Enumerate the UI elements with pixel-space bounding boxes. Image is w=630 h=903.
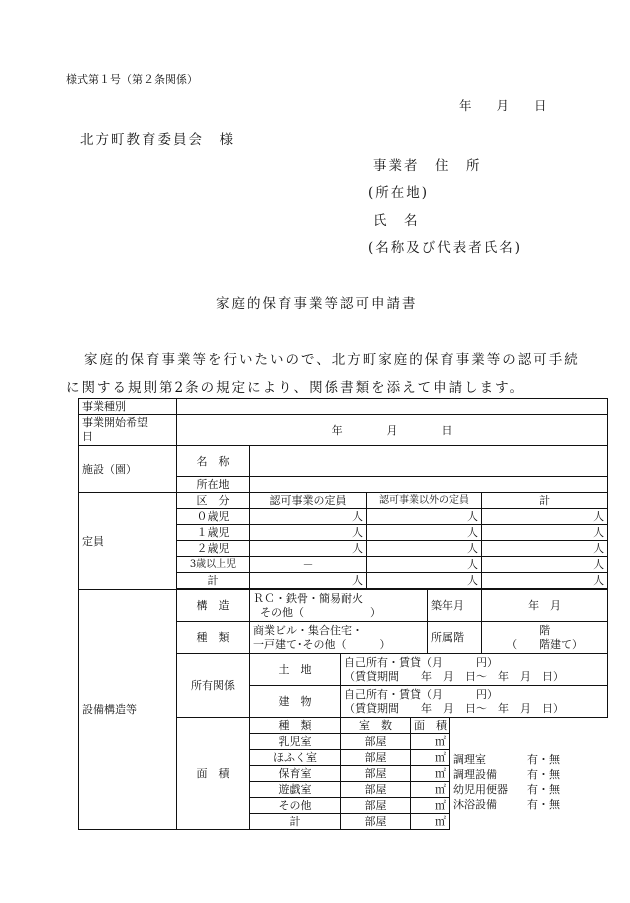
body-line-1: 家庭的保育事業等を行いたいので、北方町家庭的保育事業等の認可手続 — [84, 352, 580, 368]
applicant-representative: (名称及び代表者氏名) — [368, 240, 523, 256]
business-type-value[interactable] — [177, 399, 608, 415]
form-number: 様式第１号（第２条関係） — [66, 73, 198, 86]
applicant-address: 事業者 住 所 — [373, 158, 482, 174]
area-header: 室 数 — [341, 718, 411, 734]
applicant-name: 氏 名 — [373, 213, 420, 229]
table-row — [79, 493, 608, 509]
capacity-header: 認可事業以外の定員 — [367, 493, 482, 509]
capacity-row: ０歳児 人 人 人 — [79, 509, 608, 525]
structure-value[interactable]: ＲＣ・鉄骨・簡易耐火 その他（ ） — [250, 590, 428, 622]
addressee: 北方町教育委員会 様 — [80, 132, 235, 148]
name-value[interactable] — [250, 446, 608, 477]
business-type-label: 事業種別 — [79, 399, 177, 415]
capacity-row: 3歳以上児 － 人 人 — [79, 557, 608, 573]
room-row: その他 部屋 ㎡ — [79, 798, 608, 814]
date-line: 年 月 日 — [459, 98, 547, 113]
capacity-header: 計 — [482, 493, 608, 509]
facility-label: 施設（園） — [79, 446, 177, 493]
room-row: 遊戯室 部屋 ㎡ — [79, 782, 608, 798]
floor-value[interactable]: 階 （ 階建て） — [482, 622, 608, 654]
floor-label: 所属階 — [428, 622, 482, 654]
area-header: 種 類 — [250, 718, 341, 734]
capacity-row: １歳児 人 人 人 — [79, 525, 608, 541]
capacity-label: 定員 — [79, 493, 177, 590]
location-label: 所在地 — [177, 477, 250, 493]
room-row: 保育室 部屋 ㎡ — [79, 766, 608, 782]
years-value[interactable]: 年 月 — [482, 590, 608, 622]
start-date-label: 事業開始希望 日 — [79, 415, 177, 446]
location-value[interactable] — [250, 477, 608, 493]
table-row — [79, 446, 608, 477]
document-title: 家庭的保育事業等認可申請書 — [216, 296, 418, 312]
name-label: 名 称 — [177, 446, 250, 477]
facilities-box: 調理室 有・無 調理設備 有・無 幼児用便器 有・無 沐浴設備 有・無 — [450, 718, 608, 830]
building-label: 建 物 — [250, 686, 341, 718]
room-row: 計 部屋 ㎡ — [79, 814, 608, 830]
table-row — [79, 590, 608, 622]
capacity-row: ２歳児 人 人 人 — [79, 541, 608, 557]
room-row: 乳児室 部屋 ㎡ — [79, 734, 608, 750]
room-row: ほふく室 部屋 ㎡ — [79, 750, 608, 766]
years-label: 築年月 — [428, 590, 482, 622]
kind-value[interactable]: 商業ビル・集合住宅・ 一戸建て･その他（ ） — [250, 622, 428, 654]
capacity-header: 区 分 — [177, 493, 250, 509]
land-value[interactable]: 自己所有・賃貸（月 円） （賃貸期間 年 月 日～ 年 月 日） — [341, 654, 608, 686]
capacity-header: 認可事業の定員 — [250, 493, 367, 509]
building-value[interactable]: 自己所有・賃貸（月 円） （賃貸期間 年 月 日～ 年 月 日） — [341, 686, 608, 718]
application-table — [78, 398, 608, 830]
area-label: 面 積 — [177, 718, 250, 830]
area-header: 面 積 — [411, 718, 450, 734]
table-row — [79, 399, 608, 415]
ownership-label: 所有関係 — [177, 654, 250, 718]
capacity-row: 計 人 人 人 — [79, 573, 608, 589]
kind-label: 種 類 — [177, 622, 250, 654]
equipment-label: 設備構造等 — [79, 590, 177, 830]
body-line-2: に関する規則第2条の規定により、関係書類を添えて申請します。 — [66, 380, 526, 396]
applicant-location: (所在地) — [368, 185, 430, 201]
land-label: 土 地 — [250, 654, 341, 686]
table-row — [79, 415, 608, 446]
structure-label: 構 造 — [177, 590, 250, 622]
start-date-value[interactable]: 年 月 日 — [177, 415, 608, 446]
